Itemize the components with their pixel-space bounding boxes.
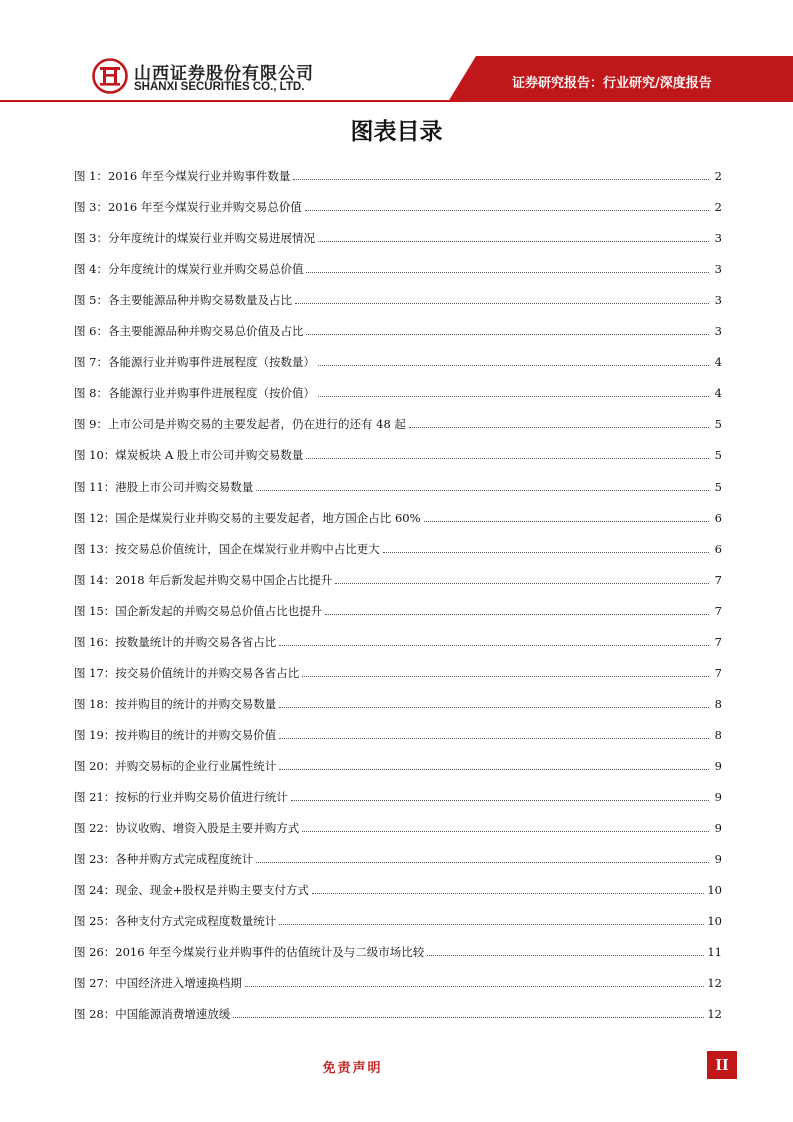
dot-leader (256, 862, 709, 863)
toc-entry[interactable] (74, 777, 722, 808)
toc-entry[interactable] (74, 529, 722, 560)
toc-entry-label: 图 4：分年度统计的煤炭行业并购交易总价值 (74, 262, 304, 277)
toc-entry-label: 图 9：上市公司是并购交易的主要发起者，仍在进行的还有 48 起 (74, 417, 406, 432)
toc-entry[interactable] (74, 994, 722, 1025)
toc-entry-label: 图 3：分年度统计的煤炭行业并购交易进展情况 (74, 231, 315, 246)
dot-leader (312, 893, 704, 894)
dot-leader (318, 241, 709, 242)
toc-entry-label: 图 24：现金、现金+股权是并购主要支付方式 (74, 883, 309, 898)
toc-entry-page: 7 (714, 634, 722, 649)
toc-entry-page: 5 (714, 479, 722, 494)
toc-entry-label: 图 15：国企新发起的并购交易总价值占比也提升 (74, 603, 323, 618)
disclaimer-link[interactable]: 免责声明 (322, 1061, 383, 1076)
toc-entry-label: 图 18：按并购目的统计的并购交易数量 (74, 696, 277, 711)
toc-entry[interactable] (74, 466, 722, 497)
toc-entry[interactable] (74, 839, 722, 870)
toc-entry-page: 9 (714, 758, 722, 773)
toc-entry-page: 2 (714, 200, 722, 215)
dot-leader (302, 676, 709, 677)
dot-leader (306, 334, 709, 335)
table-of-figures (74, 156, 722, 1025)
toc-entry-label: 图 10：煤炭板块 A 股上市公司并购交易数量 (74, 448, 304, 463)
toc-entry[interactable] (74, 684, 722, 715)
toc-entry-label: 图 16：按数量统计的并购交易各省占比 (74, 634, 277, 649)
toc-entry-page: 10 (707, 914, 722, 929)
toc-entry-label: 图 13：按交易总价值统计，国企在煤炭行业并购中占比更大 (74, 541, 380, 556)
toc-entry-page: 7 (714, 665, 722, 680)
company-logo-icon (92, 58, 128, 94)
dot-leader (424, 521, 709, 522)
toc-entry-page: 3 (714, 262, 722, 277)
dot-leader (279, 924, 704, 925)
toc-entry-page: 9 (714, 821, 722, 836)
dot-leader (279, 738, 709, 739)
dot-leader (427, 955, 704, 956)
toc-entry-page: 3 (714, 293, 722, 308)
toc-entry-page: 7 (714, 603, 722, 618)
toc-entry-label: 图 7：各能源行业并购事件进展程度（按数量） (74, 355, 315, 370)
toc-entry-page: 6 (714, 510, 722, 525)
toc-entry-page: 5 (714, 417, 722, 432)
report-type-label: 证券研究报告：行业研究/深度报告 (512, 76, 712, 91)
toc-entry-page: 7 (714, 572, 722, 587)
toc-entry[interactable] (74, 746, 722, 777)
dot-leader (295, 303, 709, 304)
dot-leader (306, 272, 709, 273)
toc-entry[interactable] (74, 932, 722, 963)
toc-entry-label: 图 8：各能源行业并购事件进展程度（按价值） (74, 386, 315, 401)
toc-entry[interactable] (74, 218, 722, 249)
toc-entry-page: 6 (714, 541, 722, 556)
dot-leader (279, 645, 709, 646)
toc-entry[interactable] (74, 622, 722, 653)
toc-entry[interactable] (74, 404, 722, 435)
dot-leader (383, 552, 709, 553)
toc-entry-label: 图 28：中国能源消费增速放缓 (74, 1007, 231, 1022)
dot-leader (279, 707, 709, 708)
dot-leader (318, 365, 709, 366)
dot-leader (325, 614, 709, 615)
dot-leader (279, 769, 709, 770)
toc-entry[interactable] (74, 187, 722, 218)
toc-entry-label: 图 26：2016 年至今煤炭行业并购事件的估值统计及与二级市场比较 (74, 945, 425, 960)
dot-leader (291, 800, 709, 801)
toc-entry-page: 8 (714, 727, 722, 742)
dot-leader (256, 490, 709, 491)
toc-entry-label: 图 6：各主要能源品种并购交易总价值及占比 (74, 324, 304, 339)
toc-entry-page: 5 (714, 448, 722, 463)
dot-leader (293, 179, 709, 180)
toc-entry[interactable] (74, 435, 722, 466)
toc-entry-page: 11 (707, 945, 722, 960)
dot-leader (409, 427, 709, 428)
dot-leader (318, 396, 709, 397)
header-divider (0, 100, 793, 102)
toc-entry-page: 9 (714, 789, 722, 804)
toc-entry[interactable] (74, 156, 722, 187)
toc-entry[interactable] (74, 373, 722, 404)
page-title: 图表目录 (350, 119, 443, 145)
dot-leader (306, 458, 709, 459)
dot-leader (245, 986, 705, 987)
toc-entry-page: 2 (714, 169, 722, 184)
toc-entry-label: 图 1：2016 年至今煤炭行业并购事件数量 (74, 169, 291, 184)
toc-entry[interactable] (74, 342, 722, 373)
company-name-cn: 山西证券股份有限公司 (134, 64, 314, 84)
toc-entry-label: 图 22：协议收购、增资入股是主要并购方式 (74, 821, 300, 836)
toc-entry-page: 9 (714, 852, 722, 867)
toc-entry[interactable] (74, 653, 722, 684)
toc-entry[interactable] (74, 560, 722, 591)
toc-entry[interactable] (74, 591, 722, 622)
dot-leader (233, 1017, 704, 1018)
toc-entry-page: 4 (714, 386, 722, 401)
dot-leader (305, 210, 709, 211)
dot-leader (335, 583, 709, 584)
toc-entry-page: 8 (714, 696, 722, 711)
toc-entry-page: 4 (714, 355, 722, 370)
toc-entry[interactable] (74, 311, 722, 342)
toc-entry-label: 图 5：各主要能源品种并购交易数量及占比 (74, 293, 292, 308)
toc-entry-label: 图 14：2018 年后新发起并购交易中国企占比提升 (74, 572, 333, 587)
toc-entry-label: 图 27：中国经济进入增速换档期 (74, 976, 242, 991)
dot-leader (302, 831, 709, 832)
toc-entry[interactable] (74, 249, 722, 280)
toc-entry-label: 图 3：2016 年至今煤炭行业并购交易总价值 (74, 200, 302, 215)
company-name-en: SHANXI SECURITIES CO., LTD. (134, 81, 305, 93)
toc-entry[interactable] (74, 808, 722, 839)
toc-entry-page: 12 (707, 1007, 722, 1022)
toc-entry-page: 3 (714, 231, 722, 246)
toc-entry[interactable] (74, 963, 722, 994)
toc-entry[interactable] (74, 715, 722, 746)
toc-entry-label: 图 20：并购交易标的企业行业属性统计 (74, 758, 277, 773)
toc-entry-label: 图 25：各种支付方式完成程度数量统计 (74, 914, 277, 929)
toc-entry-label: 图 11：港股上市公司并购交易数量 (74, 479, 254, 494)
toc-entry-label: 图 19：按并购目的统计的并购交易价值 (74, 727, 277, 742)
report-header (0, 0, 793, 110)
toc-entry-page: 10 (707, 883, 722, 898)
toc-entry-label: 图 21：按标的行业并购交易价值进行统计 (74, 789, 288, 804)
toc-entry[interactable] (74, 870, 722, 901)
toc-entry-page: 12 (707, 976, 722, 991)
toc-entry[interactable] (74, 901, 722, 932)
toc-entry-page: 3 (714, 324, 722, 339)
toc-entry-label: 图 23：各种并购方式完成程度统计 (74, 852, 254, 867)
toc-entry[interactable] (74, 280, 722, 311)
page-number: II (707, 1051, 737, 1079)
toc-entry[interactable] (74, 498, 722, 529)
toc-entry-label: 图 17：按交易价值统计的并购交易各省占比 (74, 665, 300, 680)
toc-entry-label: 图 12：国企是煤炭行业并购交易的主要发起者，地方国企占比 60% (74, 510, 421, 525)
